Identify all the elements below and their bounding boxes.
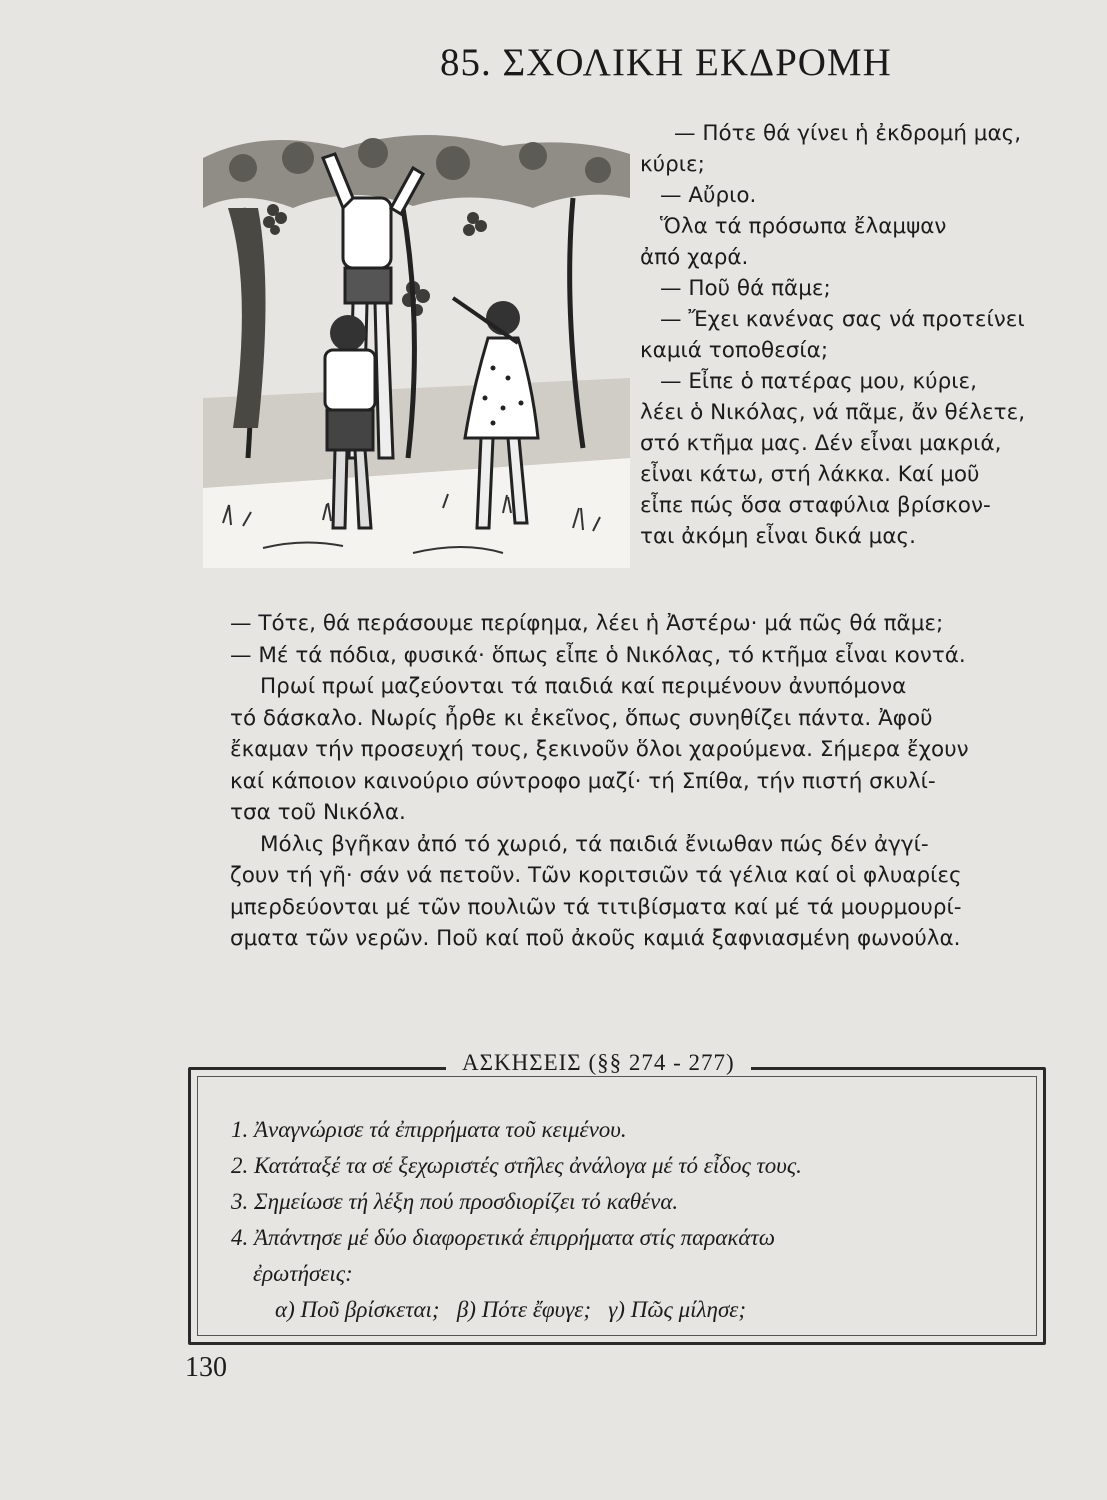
text-line: — Αὔριο. xyxy=(660,183,757,208)
exercise-item: 4. Ἀπάντησε μέ δύο διαφορετικά ἐπιρρήματα στίς παρακάτω xyxy=(231,1225,775,1250)
exercise-item: 1. Ἀναγνώρισε τά ἐπιρρήματα τοῦ κειμένου. xyxy=(231,1117,627,1142)
text-line: εἶπε πώς ὅσα σταφύλια βρίσκον- xyxy=(640,493,991,518)
text-line: στό κτῆμα μας. Δέν εἶναι μακριά, xyxy=(640,431,1002,456)
text-line: ζουν τή γῆ· σάν νά πετοῦν. Τῶν κοριτσιῶν τά γέλια καί οἱ φλυαρίες xyxy=(230,863,962,888)
text-line: εἶναι κάτω, στή λάκκα. Καί μοῦ xyxy=(640,462,980,487)
exercises-box xyxy=(188,1050,1046,1345)
text-line: — Ποῦ θά πᾶμε; xyxy=(660,276,831,301)
chapter-title: 85. ΣΧΟΛΙΚΗ ΕΚΔΡΟΜΗ xyxy=(440,41,892,84)
text-line: τό δάσκαλο. Νωρίς ἦρθε κι ἐκεῖνος, ὅπως συνηθίζει πάντα. Ἀφοῦ xyxy=(230,705,933,731)
exercise-item: 2. Κατάταξέ τα σέ ξεχωριστές στῆλες ἀνάλογα μέ τό εἶδος τους. xyxy=(231,1153,802,1178)
text-line: — Ἔχει κανένας σας νά προτείνει xyxy=(660,307,1025,332)
text-line: μπερδεύονται μέ τῶν πουλιῶν τά τιτιβίσματα καί μέ τά μουρμουρί- xyxy=(230,894,962,920)
text-line: Ὅλα τά πρόσωπα ἔλαμψαν xyxy=(660,214,947,239)
text-line: — Εἶπε ὁ πατέρας μου, κύριε, xyxy=(660,369,977,394)
text-line: — Πότε θά γίνει ἡ ἐκδρομή μας, xyxy=(674,121,1022,146)
text-line: καί κάποιον καινούριο σύντροφο μαζί· τή Σπίθα, τήν πιστή σκυλί- xyxy=(230,768,936,794)
children-grapes-illustration xyxy=(203,128,630,568)
dialogue-column xyxy=(640,118,1070,552)
text-line: Πρωί πρωί μαζεύονται τά παιδιά καί περιμένουν ἀνυπόμονα xyxy=(260,674,907,699)
text-line: ἔκαμαν τήν προσευχή τους, ξεκινοῦν ὅλοι χαρούμενα. Σήμερα ἔχουν xyxy=(230,737,969,762)
text-line: καμιά τοποθεσία; xyxy=(640,338,829,363)
text-line: — Μέ τά πόδια, φυσικά· ὅπως εἶπε ὁ Νικόλας, τό κτῆμα εἶναι κοντά. xyxy=(230,642,966,668)
exercise-item: α) Ποῦ βρίσκεται; β) Πότε ἔφυγε; γ) Πῶς μίλησε; xyxy=(275,1297,747,1322)
text-line: κύριε; xyxy=(640,152,705,177)
text-line: σματα τῶν νερῶν. Ποῦ καί ποῦ ἀκοῦς καμιά ξαφνιασμένη φωνούλα. xyxy=(230,926,961,951)
text-line: — Τότε, θά περάσουμε περίφημα, λέει ἡ Ἀστέρω· μά πῶς θά πᾶμε; xyxy=(230,611,944,636)
body-text xyxy=(230,608,1060,955)
text-line: λέει ὁ Νικόλας, νά πᾶμε, ἄν θέλετε, xyxy=(640,400,1026,425)
exercise-item: 3. Σημείωσε τή λέξη πού προσδιορίζει τό καθένα. xyxy=(231,1189,679,1214)
text-line: τσα τοῦ Νικόλα. xyxy=(230,800,406,825)
text-line: Μόλις βγῆκαν ἀπό τό χωριό, τά παιδιά ἔνιωθαν πώς δέν ἀγγί- xyxy=(260,831,929,857)
exercises-title: ΑΣΚΗΣΕΙΣ (§§ 274 - 277) xyxy=(446,1050,751,1076)
exercises-list xyxy=(231,1112,1011,1328)
text-line: ἀπό χαρά. xyxy=(640,245,749,270)
page-number: 130 xyxy=(185,1352,227,1383)
exercise-item: ἐρωτήσεις: xyxy=(253,1261,353,1286)
text-line: ται ἀκόμη εἶναι δικά μας. xyxy=(640,524,916,549)
